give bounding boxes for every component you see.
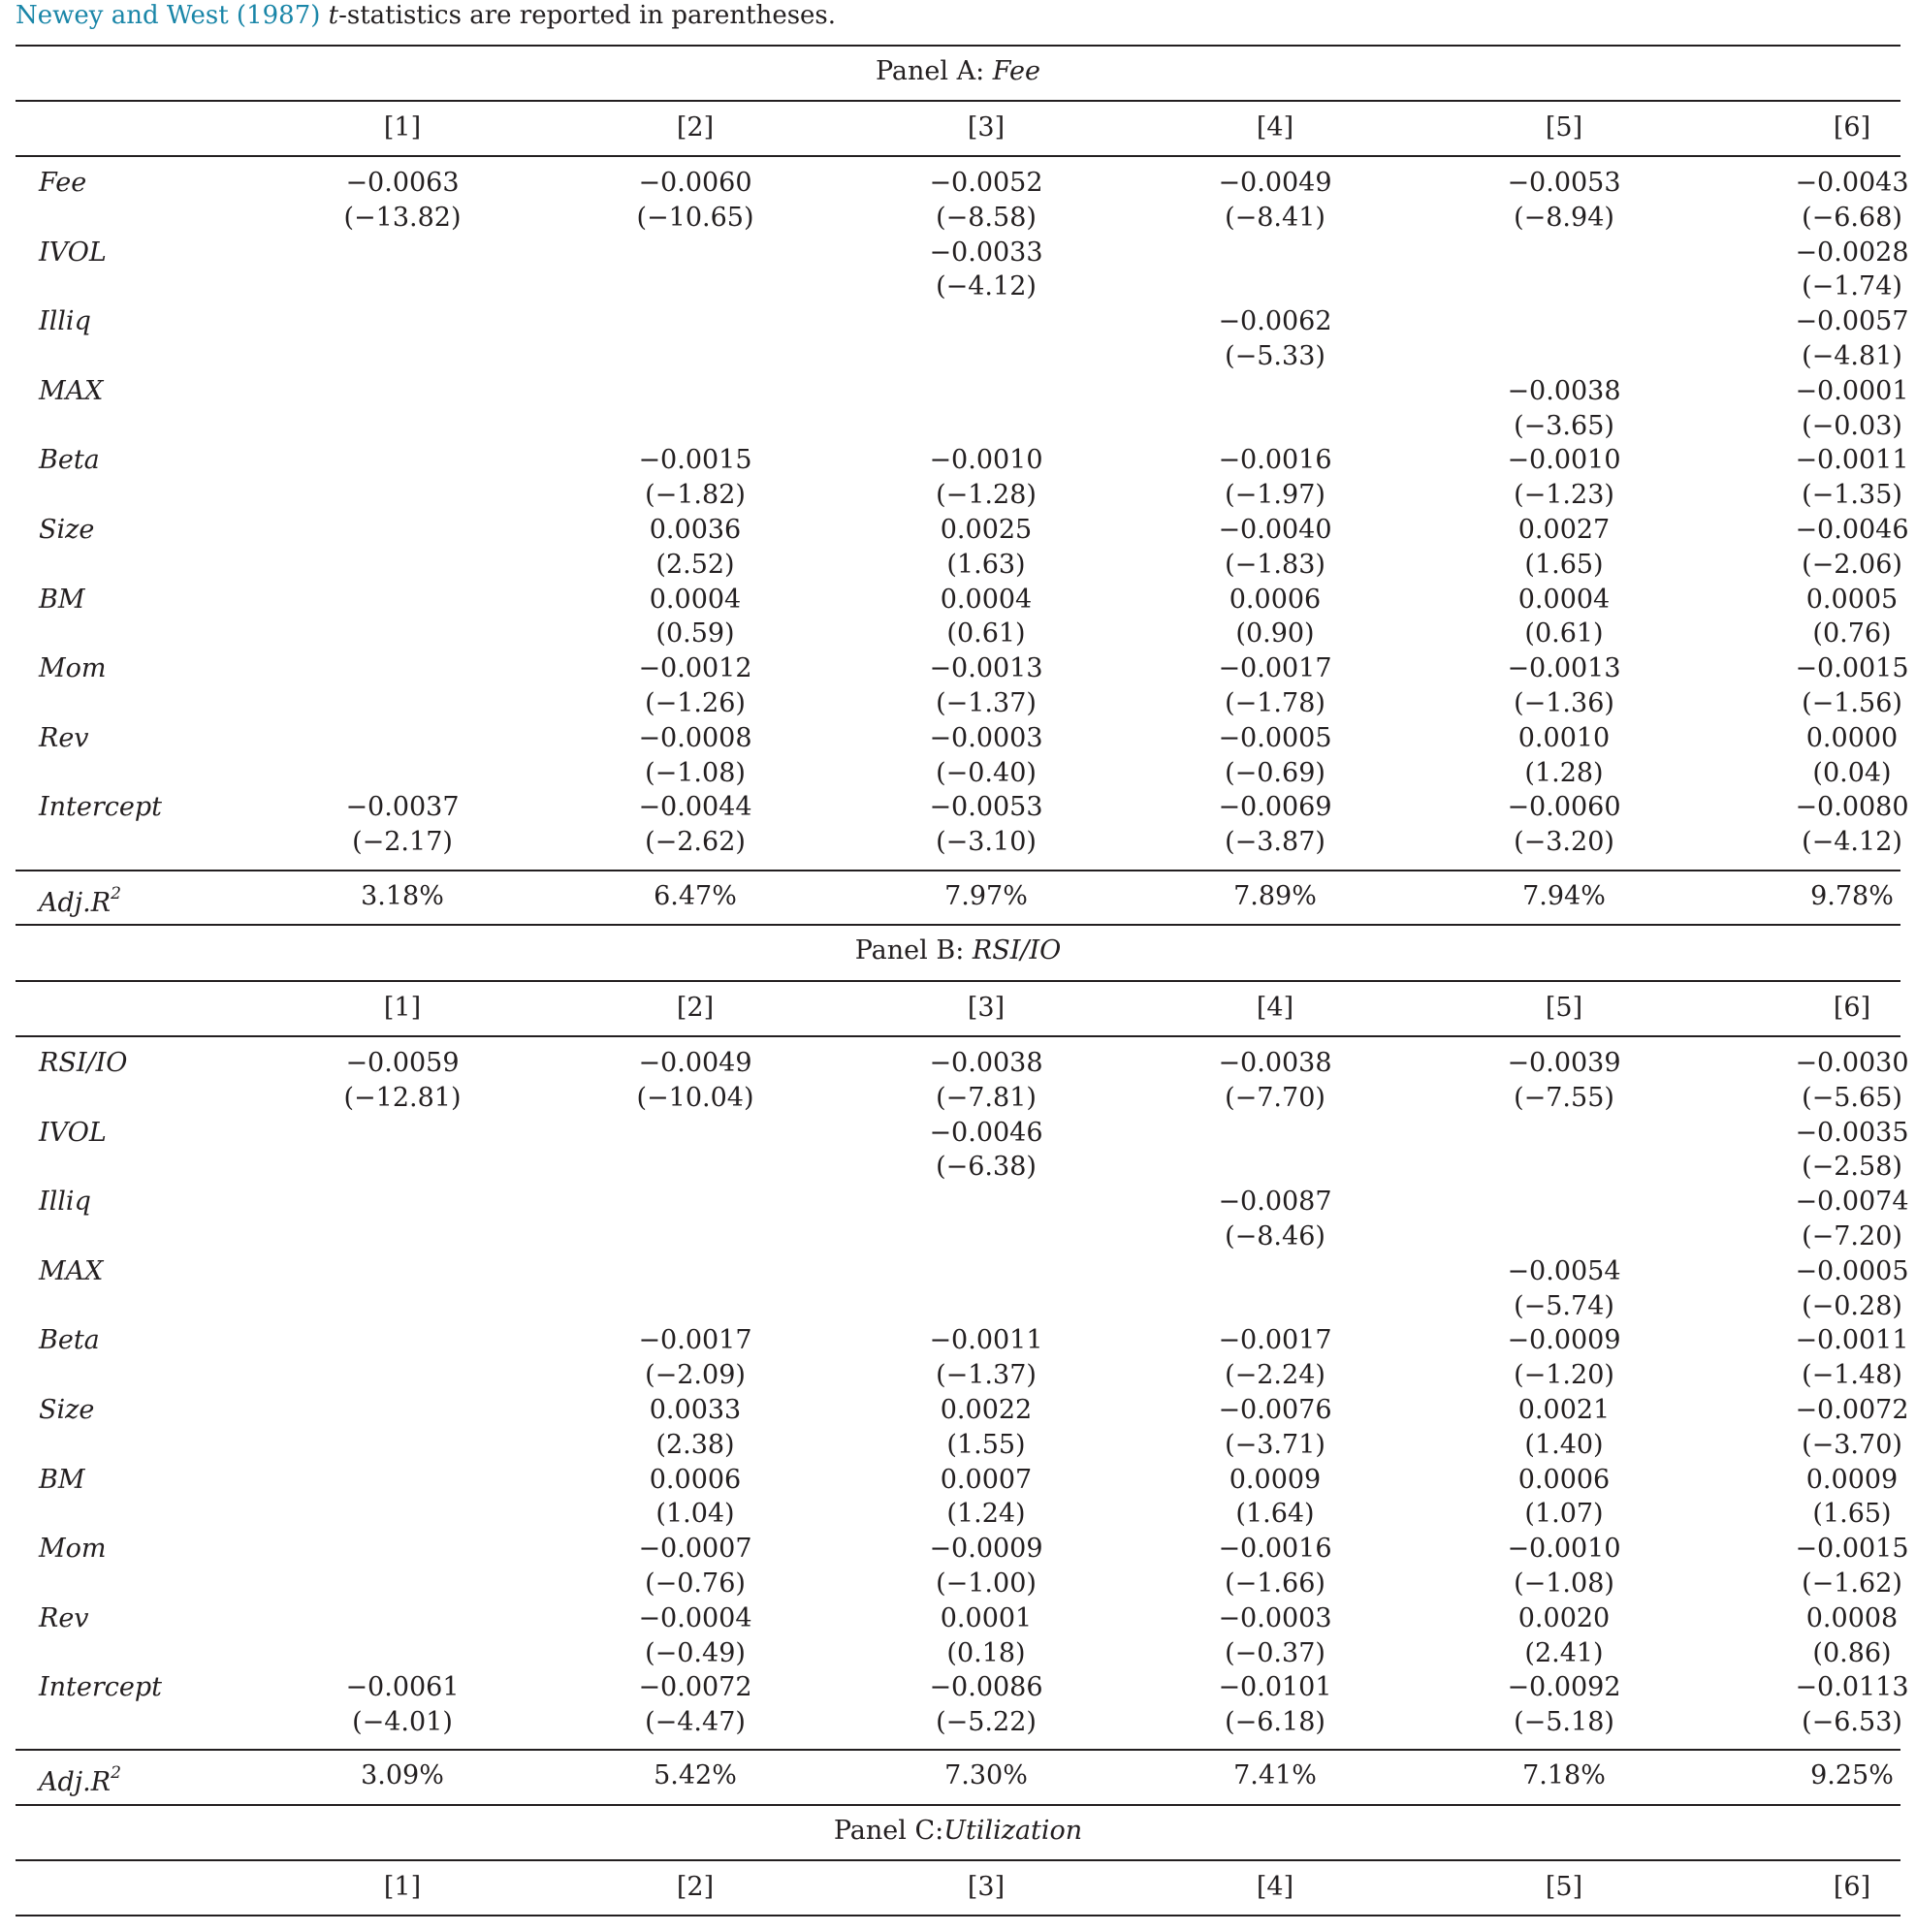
column-header: [1] xyxy=(383,112,422,143)
column-header: [2] xyxy=(676,1872,715,1902)
t-statistic-cell: (2.38) xyxy=(655,1429,735,1460)
coefficient-cell: −0.0046 xyxy=(929,1117,1043,1148)
coefficient-cell: −0.0033 xyxy=(929,237,1043,268)
t-statistic-row xyxy=(0,201,1916,236)
t-statistic-cell: (0.04) xyxy=(1812,757,1892,788)
coefficient-cell: −0.0013 xyxy=(1507,653,1621,684)
t-statistic-cell: (−1.08) xyxy=(645,757,746,788)
column-header: [1] xyxy=(383,993,422,1023)
t-statistic-cell: (−0.69) xyxy=(1225,757,1325,788)
t-statistic-cell: (−1.97) xyxy=(1225,480,1325,511)
t-statistic-row xyxy=(0,1219,1916,1254)
t-statistic-cell: (−2.06) xyxy=(1802,549,1902,580)
column-header: [4] xyxy=(1256,993,1294,1023)
coefficient-cell: −0.0012 xyxy=(638,653,752,684)
coefficient-cell: −0.0017 xyxy=(638,1325,752,1356)
coefficient-cell: −0.0049 xyxy=(1218,168,1332,198)
coefficient-cell: −0.0061 xyxy=(345,1672,460,1703)
coefficient-cell: −0.0040 xyxy=(1218,515,1332,545)
panel-title: Panel C:Utilization xyxy=(833,1816,1083,1846)
coefficient-cell: 0.0027 xyxy=(1517,515,1611,545)
coefficient-row xyxy=(0,374,1916,409)
t-statistic-cell: (−6.18) xyxy=(1225,1707,1325,1738)
t-statistic-cell: (−1.28) xyxy=(936,480,1037,511)
t-statistic-cell: (−8.46) xyxy=(1225,1221,1325,1251)
coefficient-cell: −0.0016 xyxy=(1218,445,1332,476)
coefficient-row xyxy=(0,443,1916,478)
t-statistic-row xyxy=(0,1428,1916,1463)
coefficient-cell: 0.0022 xyxy=(940,1395,1033,1425)
coefficient-cell: −0.0052 xyxy=(929,168,1043,198)
t-statistic-cell: (0.90) xyxy=(1235,618,1315,649)
t-statistic-cell: (0.61) xyxy=(1524,618,1604,649)
coefficient-cell: −0.0062 xyxy=(1218,306,1332,337)
coefficient-cell: −0.0037 xyxy=(345,792,460,823)
adj-r2-value: 7.89% xyxy=(1233,881,1317,911)
row-label: MAX xyxy=(39,1255,104,1286)
coefficient-cell: 0.0006 xyxy=(1229,584,1322,615)
t-statistic-cell: (−4.81) xyxy=(1802,341,1902,371)
t-statistic-cell: (−7.70) xyxy=(1225,1082,1325,1113)
t-statistic-cell: (−1.78) xyxy=(1225,688,1325,718)
column-header-row xyxy=(0,1870,1916,1905)
t-statistic-cell: (−4.47) xyxy=(645,1707,746,1738)
coefficient-cell: −0.0039 xyxy=(1507,1048,1621,1078)
t-statistic-cell: (−5.22) xyxy=(936,1707,1037,1738)
adj-r2-value: 6.47% xyxy=(654,881,737,911)
t-statistic-row xyxy=(0,548,1916,583)
column-header: [6] xyxy=(1833,1872,1871,1902)
row-label: IVOL xyxy=(39,237,107,268)
coefficient-cell: −0.0074 xyxy=(1795,1187,1909,1218)
t-statistic-cell: (−0.49) xyxy=(645,1637,746,1668)
coefficient-cell: −0.0059 xyxy=(345,1048,460,1078)
coefficient-cell: −0.0003 xyxy=(929,722,1043,753)
coefficient-cell: 0.0004 xyxy=(649,584,742,615)
t-statistic-cell: (−0.76) xyxy=(645,1568,746,1599)
t-statistic-row xyxy=(0,1636,1916,1671)
coefficient-row xyxy=(0,790,1916,825)
t-statistic-cell: (−5.33) xyxy=(1225,341,1325,371)
coefficient-row xyxy=(0,583,1916,618)
t-statistic-cell: (−1.66) xyxy=(1225,1568,1325,1599)
row-label: $Adj.R^2$ xyxy=(39,1763,121,1797)
adj-r2-value: 9.25% xyxy=(1810,1760,1894,1790)
t-statistic-cell: (−1.23) xyxy=(1514,480,1614,511)
coefficient-cell: −0.0060 xyxy=(638,168,752,198)
t-statistic-cell: (−13.82) xyxy=(343,202,462,233)
t-statistic-cell: (0.59) xyxy=(655,618,735,649)
coefficient-cell: −0.0092 xyxy=(1507,1672,1621,1703)
coefficient-cell: −0.0087 xyxy=(1218,1187,1332,1218)
t-statistic-cell: (−7.55) xyxy=(1514,1082,1614,1113)
caption-line xyxy=(16,0,836,33)
coefficient-cell: −0.0009 xyxy=(1507,1325,1621,1356)
coefficient-row xyxy=(0,1463,1916,1498)
row-label: Mom xyxy=(39,653,107,684)
t-statistic-cell: (0.76) xyxy=(1812,618,1892,649)
adj-r2-value: 3.09% xyxy=(361,1760,444,1790)
t-statistic-cell: (−1.35) xyxy=(1802,480,1902,511)
t-statistic-cell: (−1.36) xyxy=(1514,688,1614,718)
t-statistic-row xyxy=(0,1705,1916,1740)
t-statistic-cell: (1.64) xyxy=(1235,1499,1315,1530)
t-statistic-cell: (−5.74) xyxy=(1514,1290,1614,1321)
coefficient-cell: −0.0043 xyxy=(1795,168,1909,198)
row-label: Fee xyxy=(39,168,87,198)
coefficient-cell: −0.0011 xyxy=(1795,1325,1909,1356)
t-statistic-cell: (−1.62) xyxy=(1802,1568,1902,1599)
coefficient-cell: −0.0086 xyxy=(929,1672,1043,1703)
t-statistic-cell: (−8.58) xyxy=(936,202,1037,233)
table-rule xyxy=(16,1915,1900,1916)
coefficient-cell: 0.0020 xyxy=(1517,1602,1611,1633)
coefficient-cell: −0.0053 xyxy=(1507,168,1621,198)
t-statistic-cell: (1.65) xyxy=(1812,1499,1892,1530)
t-statistic-cell: (−1.74) xyxy=(1802,271,1902,302)
t-statistic-cell: (0.61) xyxy=(946,618,1026,649)
t-statistic-cell: (1.65) xyxy=(1524,549,1604,580)
coefficient-cell: −0.0038 xyxy=(929,1048,1043,1078)
t-statistic-cell: (−0.37) xyxy=(1225,1637,1325,1668)
t-statistic-cell: (2.41) xyxy=(1524,1637,1604,1668)
t-statistic-cell: (−7.81) xyxy=(936,1082,1037,1113)
coefficient-cell: −0.0015 xyxy=(638,445,752,476)
coefficient-cell: −0.0101 xyxy=(1218,1672,1332,1703)
t-statistic-cell: (−4.01) xyxy=(352,1707,453,1738)
t-statistic-cell: (−3.71) xyxy=(1225,1429,1325,1460)
coefficient-cell: −0.0053 xyxy=(929,792,1043,823)
table-rule xyxy=(16,1749,1900,1751)
column-header: [3] xyxy=(967,1872,1006,1902)
coefficient-row xyxy=(0,1254,1916,1289)
coefficient-cell: 0.0010 xyxy=(1517,722,1611,753)
coefficient-cell: −0.0060 xyxy=(1507,792,1621,823)
t-statistic-cell: (−12.81) xyxy=(343,1082,462,1113)
coefficient-cell: −0.0046 xyxy=(1795,515,1909,545)
t-statistic-cell: (−1.82) xyxy=(645,480,746,511)
coefficient-cell: −0.0010 xyxy=(1507,445,1621,476)
coefficient-row xyxy=(0,1670,1916,1705)
t-statistic-cell: (−3.65) xyxy=(1514,410,1614,441)
column-header: [1] xyxy=(383,1872,422,1902)
coefficient-cell: −0.0069 xyxy=(1218,792,1332,823)
coefficient-cell: −0.0035 xyxy=(1795,1117,1909,1148)
coefficient-cell: 0.0009 xyxy=(1805,1464,1899,1495)
adj-r2-value: 7.41% xyxy=(1233,1760,1317,1790)
t-statistic-cell: (−2.62) xyxy=(645,827,746,858)
coefficient-cell: −0.0080 xyxy=(1795,792,1909,823)
coefficient-cell: −0.0113 xyxy=(1795,1672,1909,1703)
coefficient-cell: 0.0007 xyxy=(940,1464,1033,1495)
table-rule xyxy=(16,155,1900,157)
t-statistic-cell: (−0.28) xyxy=(1802,1290,1902,1321)
t-statistic-row xyxy=(0,1567,1916,1601)
coefficient-cell: −0.0028 xyxy=(1795,237,1909,268)
coefficient-cell: −0.0030 xyxy=(1795,1048,1909,1078)
coefficient-row xyxy=(0,1323,1916,1358)
coefficient-cell: 0.0036 xyxy=(649,515,742,545)
coefficient-cell: 0.0005 xyxy=(1805,584,1899,615)
table-rule xyxy=(16,924,1900,926)
column-header: [5] xyxy=(1545,112,1583,143)
t-statistic-cell: (−2.58) xyxy=(1802,1152,1902,1183)
t-statistic-cell: (−1.08) xyxy=(1514,1568,1614,1599)
coefficient-cell: 0.0006 xyxy=(649,1464,742,1495)
coefficient-row xyxy=(0,513,1916,548)
coefficient-cell: −0.0038 xyxy=(1507,375,1621,406)
t-statistic-cell: (−0.40) xyxy=(936,757,1037,788)
coefficient-cell: −0.0001 xyxy=(1795,375,1909,406)
coefficient-cell: −0.0044 xyxy=(638,792,752,823)
coefficient-cell: 0.0025 xyxy=(940,515,1033,545)
t-statistic-row xyxy=(0,1289,1916,1324)
coefficient-cell: −0.0004 xyxy=(638,1602,752,1633)
row-label: RSI/IO xyxy=(39,1048,128,1078)
t-statistic-cell: (−1.83) xyxy=(1225,549,1325,580)
t-statistic-cell: (−4.12) xyxy=(1802,827,1902,858)
t-statistic-cell: (−2.09) xyxy=(645,1360,746,1391)
t-statistic-row xyxy=(0,686,1916,721)
coefficient-cell: −0.0017 xyxy=(1218,653,1332,684)
coefficient-cell: −0.0017 xyxy=(1218,1325,1332,1356)
row-label: Mom xyxy=(39,1534,107,1565)
coefficient-row xyxy=(0,1046,1916,1081)
coefficient-cell: −0.0005 xyxy=(1218,722,1332,753)
coefficient-row xyxy=(0,1532,1916,1567)
t-statistic-cell: (−10.04) xyxy=(636,1082,754,1113)
t-statistic-cell: (−7.20) xyxy=(1802,1221,1902,1251)
coefficient-cell: −0.0010 xyxy=(1507,1534,1621,1565)
row-label: Beta xyxy=(39,1325,100,1356)
coefficient-cell: 0.0004 xyxy=(1517,584,1611,615)
column-header: [3] xyxy=(967,993,1006,1023)
row-label: Illiq xyxy=(39,306,91,337)
adj-r2-value: 7.94% xyxy=(1522,881,1606,911)
column-header-row xyxy=(0,111,1916,145)
t-statistic-cell: (−5.18) xyxy=(1514,1707,1614,1738)
t-statistic-cell: (−1.00) xyxy=(936,1568,1037,1599)
t-statistic-cell: (−8.41) xyxy=(1225,202,1325,233)
coefficient-cell: −0.0011 xyxy=(1795,445,1909,476)
adj-r2-value: 7.30% xyxy=(944,1760,1028,1790)
coefficient-cell: 0.0000 xyxy=(1805,722,1899,753)
coefficient-cell: −0.0015 xyxy=(1795,1534,1909,1565)
t-statistic-cell: (2.52) xyxy=(655,549,735,580)
column-header: [5] xyxy=(1545,993,1583,1023)
adj-r2-value: 9.78% xyxy=(1810,881,1894,911)
t-statistic-cell: (−1.56) xyxy=(1802,688,1902,718)
adj-r2-value: 7.18% xyxy=(1522,1760,1606,1790)
coefficient-cell: −0.0049 xyxy=(638,1048,752,1078)
column-header: [5] xyxy=(1545,1872,1583,1902)
column-header: [4] xyxy=(1256,112,1294,143)
coefficient-cell: −0.0003 xyxy=(1218,1602,1332,1633)
t-statistic-cell: (−10.65) xyxy=(636,202,754,233)
t-statistic-row xyxy=(0,409,1916,444)
t-statistic-cell: (1.55) xyxy=(946,1429,1026,1460)
column-header: [2] xyxy=(676,993,715,1023)
coefficient-cell: −0.0072 xyxy=(1795,1395,1909,1425)
t-statistic-cell: (−1.48) xyxy=(1802,1360,1902,1391)
t-statistic-cell: (−3.10) xyxy=(936,827,1037,858)
coefficient-row xyxy=(0,304,1916,339)
t-statistic-row xyxy=(0,339,1916,374)
t-statistic-cell: (−3.87) xyxy=(1225,827,1325,858)
adj-r2-value: 5.42% xyxy=(654,1760,737,1790)
adj-r2-value: 7.97% xyxy=(944,881,1028,911)
t-statistic-cell: (−6.53) xyxy=(1802,1707,1902,1738)
coefficient-cell: 0.0021 xyxy=(1517,1395,1611,1425)
column-header: [4] xyxy=(1256,1872,1294,1902)
column-header-row xyxy=(0,991,1916,1026)
table-rule xyxy=(16,1035,1900,1037)
coefficient-cell: −0.0054 xyxy=(1507,1255,1621,1286)
t-statistic-row xyxy=(0,617,1916,651)
coefficient-cell: 0.0009 xyxy=(1229,1464,1322,1495)
t-statistic-cell: (1.63) xyxy=(946,549,1026,580)
t-statistic-cell: (−0.03) xyxy=(1802,410,1902,441)
t-statistic-row xyxy=(0,478,1916,513)
table-rule xyxy=(16,100,1900,102)
coefficient-cell: −0.0013 xyxy=(929,653,1043,684)
caption-text: -statistics are reported in parentheses. xyxy=(338,1,837,30)
t-statistic-row xyxy=(0,1081,1916,1116)
table-rule xyxy=(16,870,1900,871)
coefficient-cell: −0.0063 xyxy=(345,168,460,198)
t-statistic-cell: (−3.70) xyxy=(1802,1429,1902,1460)
row-label: MAX xyxy=(39,375,104,406)
coefficient-row xyxy=(0,721,1916,756)
coefficient-row xyxy=(0,1116,1916,1151)
row-label: BM xyxy=(39,584,85,615)
coefficient-cell: −0.0015 xyxy=(1795,653,1909,684)
t-symbol: t xyxy=(328,1,339,30)
coefficient-cell: 0.0001 xyxy=(940,1602,1033,1633)
table-rule xyxy=(16,45,1900,47)
coefficient-row xyxy=(0,1393,1916,1428)
t-statistic-cell: (−2.17) xyxy=(352,827,453,858)
row-label: Rev xyxy=(39,722,89,753)
t-statistic-row xyxy=(0,269,1916,304)
t-statistic-row xyxy=(0,1497,1916,1532)
adj-r2-row xyxy=(0,879,1916,918)
t-statistic-cell: (0.86) xyxy=(1812,1637,1892,1668)
row-label: IVOL xyxy=(39,1117,107,1148)
t-statistic-cell: (1.07) xyxy=(1524,1499,1604,1530)
t-statistic-cell: (−6.38) xyxy=(936,1152,1037,1183)
panel-title: Panel A: Fee xyxy=(875,56,1041,86)
t-statistic-cell: (−4.12) xyxy=(936,271,1037,302)
t-statistic-cell: (−8.94) xyxy=(1514,202,1614,233)
citation-link[interactable]: Newey and West (1987) xyxy=(16,1,321,30)
row-label: Intercept xyxy=(39,1672,163,1703)
panel-title: Panel B: RSI/IO xyxy=(854,935,1062,966)
t-statistic-row xyxy=(0,1150,1916,1185)
coefficient-cell: −0.0038 xyxy=(1218,1048,1332,1078)
adj-r2-value: 3.18% xyxy=(361,881,444,911)
t-statistic-cell: (−2.24) xyxy=(1225,1360,1325,1391)
t-statistic-cell: (−1.37) xyxy=(936,688,1037,718)
row-label: Intercept xyxy=(39,792,163,823)
column-header: [3] xyxy=(967,112,1006,143)
column-header: [2] xyxy=(676,112,715,143)
t-statistic-row xyxy=(0,756,1916,791)
coefficient-cell: −0.0007 xyxy=(638,1534,752,1565)
adj-r2-row xyxy=(0,1758,1916,1797)
coefficient-row xyxy=(0,651,1916,686)
table-rule xyxy=(16,980,1900,982)
table-rule xyxy=(16,1859,1900,1861)
t-statistic-cell: (1.04) xyxy=(655,1499,735,1530)
t-statistic-cell: (−1.37) xyxy=(936,1360,1037,1391)
coefficient-cell: −0.0010 xyxy=(929,445,1043,476)
t-statistic-row xyxy=(0,825,1916,860)
coefficient-row xyxy=(0,166,1916,201)
row-label: Size xyxy=(39,515,95,545)
coefficient-cell: −0.0016 xyxy=(1218,1534,1332,1565)
coefficient-cell: −0.0009 xyxy=(929,1534,1043,1565)
t-statistic-row xyxy=(0,1358,1916,1393)
coefficient-cell: −0.0005 xyxy=(1795,1255,1909,1286)
t-statistic-cell: (1.24) xyxy=(946,1499,1026,1530)
t-statistic-cell: (0.18) xyxy=(946,1637,1026,1668)
coefficient-cell: −0.0057 xyxy=(1795,306,1909,337)
coefficient-row xyxy=(0,1601,1916,1636)
row-label: BM xyxy=(39,1464,85,1495)
t-statistic-cell: (−5.65) xyxy=(1802,1082,1902,1113)
row-label: $Adj.R^2$ xyxy=(39,884,121,918)
coefficient-cell: 0.0008 xyxy=(1805,1602,1899,1633)
t-statistic-cell: (−3.20) xyxy=(1514,827,1614,858)
row-label: Rev xyxy=(39,1602,89,1633)
t-statistic-cell: (1.40) xyxy=(1524,1429,1604,1460)
coefficient-cell: −0.0008 xyxy=(638,722,752,753)
table-rule xyxy=(16,1804,1900,1806)
coefficient-cell: −0.0072 xyxy=(638,1672,752,1703)
t-statistic-cell: (1.28) xyxy=(1524,757,1604,788)
coefficient-row xyxy=(0,236,1916,270)
row-label: Illiq xyxy=(39,1187,91,1218)
coefficient-cell: −0.0076 xyxy=(1218,1395,1332,1425)
row-label: Size xyxy=(39,1395,95,1425)
column-header: [6] xyxy=(1833,112,1871,143)
row-label: Beta xyxy=(39,445,100,476)
coefficient-cell: 0.0006 xyxy=(1517,1464,1611,1495)
coefficient-row xyxy=(0,1185,1916,1219)
coefficient-cell: 0.0004 xyxy=(940,584,1033,615)
t-statistic-cell: (−1.26) xyxy=(645,688,746,718)
column-header: [6] xyxy=(1833,993,1871,1023)
coefficient-cell: −0.0011 xyxy=(929,1325,1043,1356)
t-statistic-cell: (−6.68) xyxy=(1802,202,1902,233)
t-statistic-cell: (−1.20) xyxy=(1514,1360,1614,1391)
coefficient-cell: 0.0033 xyxy=(649,1395,742,1425)
